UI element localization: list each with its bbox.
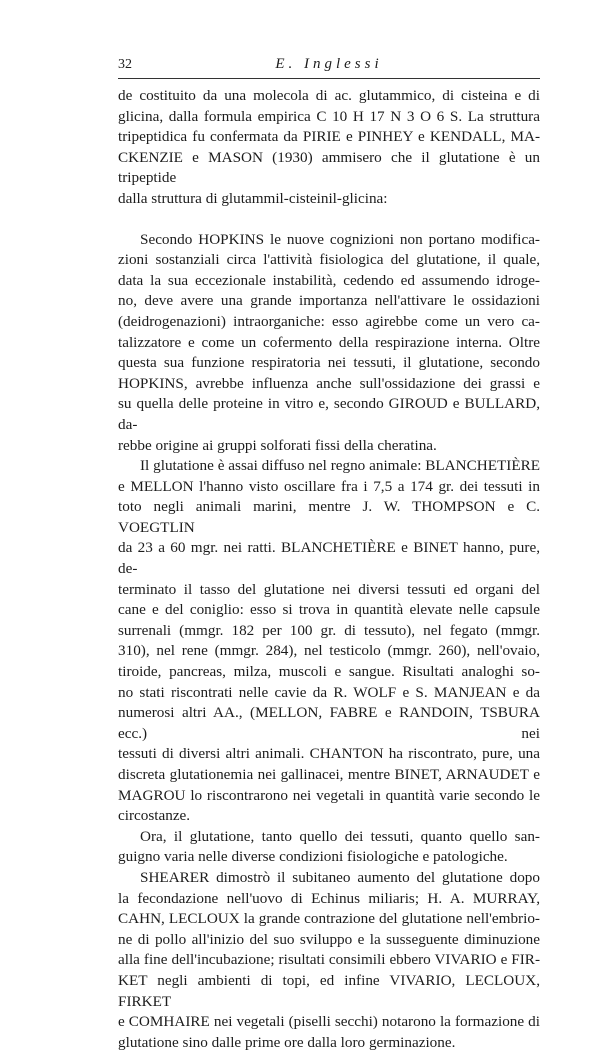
text-line: alla fine dell'incubazione; risultati consimili ebbero VIVARIO e FIR- bbox=[118, 951, 540, 969]
running-title: E. Inglessi bbox=[275, 56, 383, 72]
text-line: la fecondazione nell'uovo di Echinus miliaris; H. A. MURRAY, bbox=[118, 889, 540, 907]
text-line: glicina, dalla formula empirica C 10 H 17 N 3 O 6 S. La struttura bbox=[118, 107, 540, 125]
text-line: Ora, il glutatione, tanto quello dei tessuti, quanto quello san- bbox=[140, 827, 540, 845]
text-line: e MELLON l'hanno visto oscillare fra i 7,5 a 174 gr. dei tessuti in bbox=[118, 477, 540, 495]
text-line: MAGROU lo riscontrarono nei vegetali in quantità varie secondo le bbox=[118, 786, 540, 804]
text-line: tripeptidica fu confermata da PIRIE e PINHEY e KENDALL, MA- bbox=[118, 128, 540, 146]
text-line: guigno varia nelle diverse condizioni fisiologiche e patologiche. bbox=[118, 848, 508, 866]
text-line: da 23 a 60 mgr. nei ratti. BLANCHETIÈRE e BINET hanno, pure, de- bbox=[118, 539, 540, 578]
text-line: tessuti di diversi altri animali. CHANTON ha riscontrato, pure, una bbox=[118, 745, 540, 763]
text-line: (deidrogenazioni) intraorganiche: esso agirebbe come un vero ca- bbox=[118, 312, 540, 330]
text-line: toto negli animali marini, mentre J. W. THOMPSON e C. VOEGTLIN bbox=[118, 498, 540, 536]
text-line: 310), nel rene (mmgr. 284), nel testicolo (mmgr. 260), nell'ovaio, bbox=[118, 642, 540, 660]
text-line: questa sua funzione respiratoria nei tessuti, il glutatione, secondo bbox=[118, 354, 540, 372]
text-line: Secondo HOPKINS le nuove cognizioni non portano modifica- bbox=[140, 230, 540, 248]
text-line: e COMHAIRE nei vegetali (piselli secchi) notarono la formazione di bbox=[118, 1013, 540, 1031]
text-line: SHEARER dimostrò il subitaneo aumento del glutatione dopo bbox=[140, 868, 540, 886]
text-line: HOPKINS, avrebbe influenza anche sull'ossidazione dei grassi e bbox=[118, 374, 540, 392]
text-line: su quella delle proteine in vitro e, secondo GIROUD e BULLARD, da- bbox=[118, 395, 540, 433]
text-line: circostanze. bbox=[118, 807, 191, 825]
text-line: Il glutatione è assai diffuso nel regno animale: BLANCHETIÈRE bbox=[140, 457, 540, 475]
text-line: terminato il tasso del glutatione nei diversi tessuti ed organi del bbox=[118, 580, 540, 598]
text-line: zioni sostanziali circa l'attività fisiologica del glutatione, il quale, bbox=[118, 251, 540, 269]
text-line: dalla struttura di glutammil-cisteinil-glicina: bbox=[118, 189, 388, 207]
text-line: glutatione sino dalle prime ore dalla loro germinazione. bbox=[118, 1033, 456, 1051]
text-line: talizzatore e come un cofermento della respirazione interna. Oltre bbox=[118, 333, 540, 351]
text-line: KET negli ambienti di topi, ed infine VIVARIO, LECLOUX, FIRKET bbox=[118, 971, 540, 1010]
text-line: cane e del coniglio: esso si trova in quantità elevate nelle capsule bbox=[118, 601, 540, 619]
text-line: no stati riscontrati nelle cavie da R. WOLF e S. MANJEAN e da bbox=[118, 683, 540, 701]
text-line: rebbe origine ai gruppi solforati fissi della cheratina. bbox=[118, 436, 437, 454]
text-line: surrenali (mmgr. 182 per 100 gr. di tessuto), nel fegato (mmgr. bbox=[118, 621, 540, 639]
text-line: no, deve avere una grande importanza nell'attivare le ossidazioni bbox=[118, 292, 540, 310]
body-text bbox=[118, 86, 540, 1053]
page-header bbox=[118, 54, 540, 79]
text-line: tiroide, pancreas, milza, muscoli e sangue. Risultati analoghi so- bbox=[118, 663, 540, 681]
text-line: data la sua eccezionale instabilità, cedendo ed assumendo idroge- bbox=[118, 271, 540, 289]
text-line: CAHN, LECLOUX la grande contrazione del glutatione nell'embrio- bbox=[118, 910, 540, 928]
text-line: ne di pollo all'inizio del suo sviluppo e la susseguente diminuzione bbox=[118, 930, 540, 948]
text-line: CKENZIE e MASON (1930) ammisero che il glutatione è un tripeptide bbox=[118, 148, 540, 187]
text-line: discreta glutationemia nei gallinacei, mentre BINET, ARNAUDET e bbox=[118, 766, 540, 783]
page-number: 32 bbox=[118, 57, 132, 72]
text-line: de costituito da una molecola di ac. glutammico, di cisteina e di bbox=[118, 87, 540, 104]
text-line: numerosi altri AA., (MELLON, FABRE e RANDOIN, TSBURA ecc.) nei bbox=[118, 704, 540, 742]
